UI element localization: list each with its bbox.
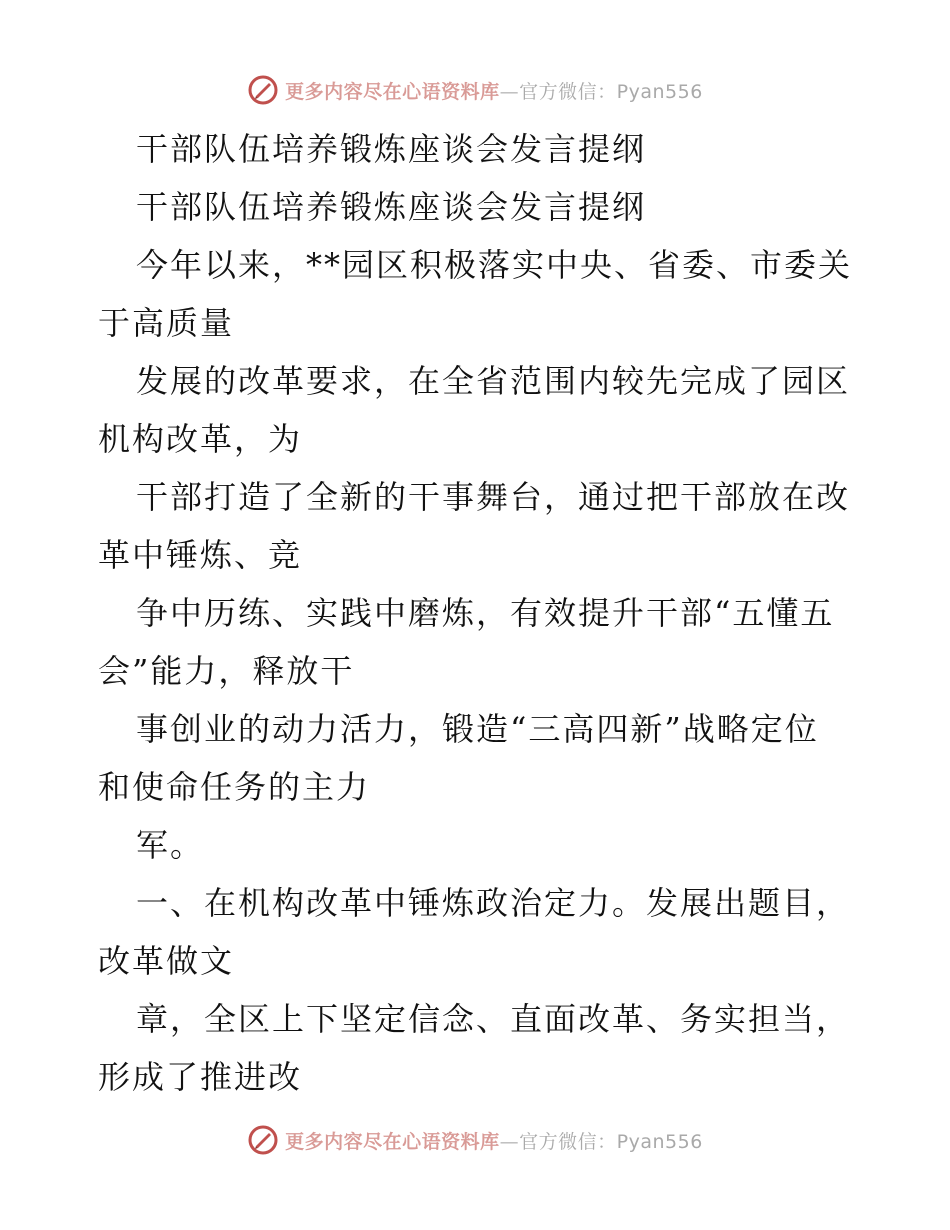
text-line: 干部打造了全新的干事舞台，通过把干部放在改 [136, 478, 851, 516]
text-line: 军。 [136, 826, 205, 864]
text-line: 于高质量 [98, 304, 235, 342]
text-line: 事创业的动力活力，锻造“三高四新”战略定位 [136, 710, 819, 748]
header-watermark [0, 70, 950, 110]
text-line: 改革做文 [98, 942, 235, 980]
watermark-text: 更多内容尽在心语资料库—官方微信：Pyan556 [285, 1130, 703, 1153]
text-line: 和使命任务的主力 [98, 768, 371, 806]
text-line: 会”能力，释放干 [98, 652, 355, 690]
text-line: 章，全区上下坚定信念、直面改革、务实担当， [136, 1000, 851, 1038]
text-line: 今年以来，**园区积极落实中央、省委、市委关 [136, 246, 853, 284]
text-line: 发展的改革要求，在全省范围内较先完成了园区 [136, 362, 851, 400]
quill-seal-icon [247, 74, 279, 106]
text-line: 革中锤炼、竞 [98, 536, 303, 574]
watermark-text: 更多内容尽在心语资料库—官方微信：Pyan556 [285, 80, 703, 103]
text-line: 机构改革，为 [98, 420, 303, 458]
document-body [98, 120, 858, 1106]
text-line: 一、在机构改革中锤炼政治定力。发展出题目， [136, 884, 851, 922]
text-line: 争中历练、实践中磨炼，有效提升干部“五懂五 [136, 594, 835, 632]
text-line: 干部队伍培养锻炼座谈会发言提纲 [136, 130, 647, 168]
footer-watermark [0, 1120, 950, 1160]
text-line: 干部队伍培养锻炼座谈会发言提纲 [136, 188, 647, 226]
quill-seal-icon [247, 1124, 279, 1156]
text-line: 形成了推进改 [98, 1058, 303, 1096]
